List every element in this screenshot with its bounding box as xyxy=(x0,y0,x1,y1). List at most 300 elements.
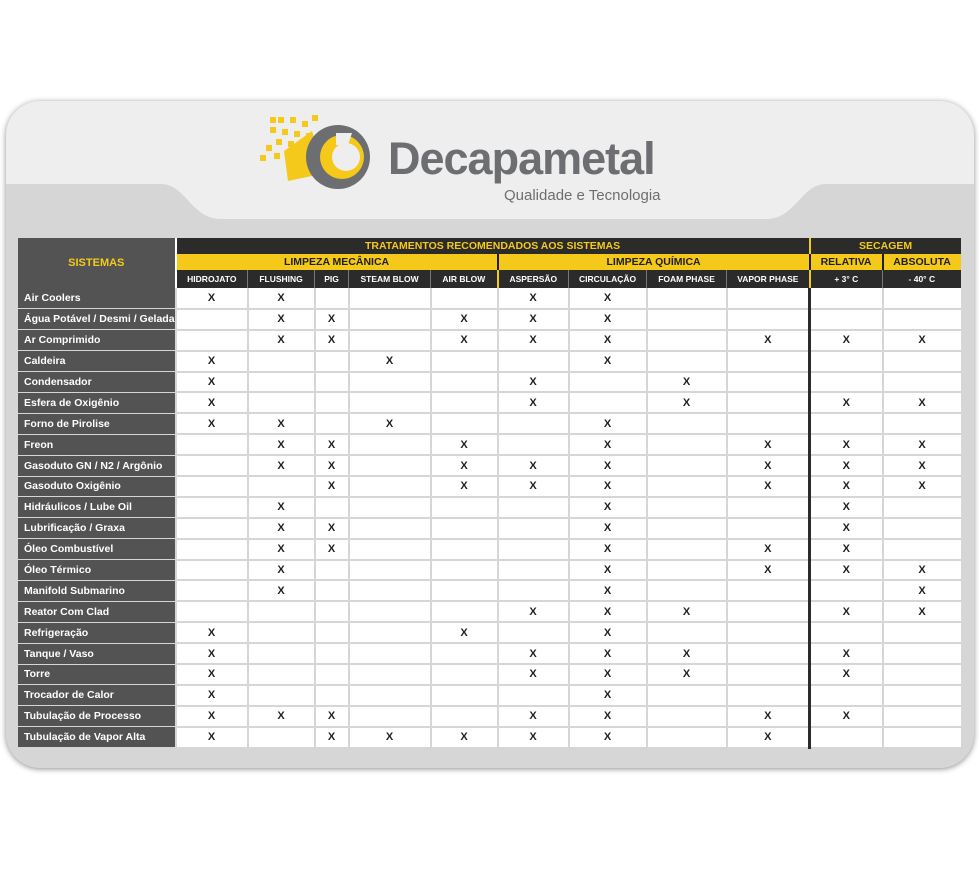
absolute-header: ABSOLUTA xyxy=(883,254,961,270)
mark-cell xyxy=(883,643,961,664)
system-name: Condensador xyxy=(18,372,176,393)
mark-cell: X xyxy=(248,539,315,560)
info-card xyxy=(6,101,974,768)
mark-cell xyxy=(810,288,883,309)
mark-cell: X xyxy=(569,706,647,727)
mark-cell: X xyxy=(810,518,883,539)
mark-cell: X xyxy=(569,351,647,372)
mark-cell xyxy=(727,643,810,664)
mark-cell xyxy=(431,392,498,413)
mark-cell xyxy=(727,518,810,539)
systems-header: SISTEMAS xyxy=(18,238,176,288)
mark-cell xyxy=(883,685,961,706)
table-row xyxy=(18,706,961,727)
mechanical-cleaning-header: LIMPEZA MECÂNICA xyxy=(176,254,498,270)
mark-cell xyxy=(569,392,647,413)
mark-cell: X xyxy=(248,518,315,539)
mark-cell xyxy=(431,664,498,685)
mark-cell xyxy=(315,622,349,643)
mark-cell: X xyxy=(569,288,647,309)
mark-cell xyxy=(349,392,431,413)
mark-cell xyxy=(647,497,727,518)
mark-cell: X xyxy=(810,455,883,476)
mark-cell xyxy=(810,580,883,601)
mark-cell: X xyxy=(569,434,647,455)
mark-cell xyxy=(810,727,883,748)
mark-cell: X xyxy=(315,727,349,748)
mark-cell xyxy=(883,288,961,309)
mark-cell xyxy=(349,664,431,685)
chemical-cleaning-header: LIMPEZA QUÍMICA xyxy=(498,254,810,270)
relative-header: RELATIVA xyxy=(810,254,883,270)
mark-cell xyxy=(647,351,727,372)
system-name: Trocador de Calor xyxy=(18,685,176,706)
mark-cell xyxy=(315,560,349,581)
mark-cell: X xyxy=(431,727,498,748)
column-header: AIR BLOW xyxy=(431,270,498,288)
mark-cell xyxy=(498,497,569,518)
mark-cell xyxy=(431,351,498,372)
system-name: Gasoduto GN / N2 / Argônio xyxy=(18,455,176,476)
mark-cell xyxy=(810,413,883,434)
drying-group-header: SECAGEM xyxy=(810,238,961,254)
mark-cell: X xyxy=(727,727,810,748)
system-name: Tubulação de Processo xyxy=(18,706,176,727)
mark-cell xyxy=(883,622,961,643)
mark-cell: X xyxy=(498,392,569,413)
mark-cell: X xyxy=(569,455,647,476)
mark-cell: X xyxy=(315,518,349,539)
mark-cell xyxy=(647,539,727,560)
mark-cell: X xyxy=(176,288,248,309)
mark-cell xyxy=(727,601,810,622)
mark-cell: X xyxy=(883,330,961,351)
mark-cell xyxy=(349,434,431,455)
mark-cell: X xyxy=(810,560,883,581)
mark-cell xyxy=(810,685,883,706)
mark-cell: X xyxy=(431,434,498,455)
treatments-table xyxy=(18,238,961,749)
mark-cell: X xyxy=(647,392,727,413)
system-name: Refrigeração xyxy=(18,622,176,643)
mark-cell: X xyxy=(498,476,569,497)
mark-cell: X xyxy=(248,413,315,434)
table-row xyxy=(18,727,961,748)
mark-cell: X xyxy=(810,476,883,497)
table-row xyxy=(18,518,961,539)
treatments-group-header: TRATAMENTOS RECOMENDADOS AOS SISTEMAS xyxy=(176,238,810,254)
table-row xyxy=(18,622,961,643)
mark-cell: X xyxy=(176,643,248,664)
mark-cell xyxy=(349,497,431,518)
mark-cell xyxy=(883,539,961,560)
table-row xyxy=(18,560,961,581)
mark-cell xyxy=(647,330,727,351)
mark-cell xyxy=(810,372,883,393)
mark-cell xyxy=(315,643,349,664)
mark-cell: X xyxy=(727,330,810,351)
mark-cell xyxy=(647,455,727,476)
mark-cell: X xyxy=(727,434,810,455)
mark-cell: X xyxy=(647,643,727,664)
mark-cell xyxy=(248,476,315,497)
mark-cell xyxy=(248,685,315,706)
mark-cell: X xyxy=(498,727,569,748)
mark-cell: X xyxy=(248,497,315,518)
mark-cell: X xyxy=(727,706,810,727)
mark-cell xyxy=(498,413,569,434)
mark-cell: X xyxy=(431,476,498,497)
table-row xyxy=(18,664,961,685)
mark-cell: X xyxy=(569,580,647,601)
mark-cell: X xyxy=(315,539,349,560)
mark-cell xyxy=(431,288,498,309)
mark-cell xyxy=(810,309,883,330)
column-header: CIRCULAÇÃO xyxy=(569,270,647,288)
mark-cell xyxy=(315,351,349,372)
table-row xyxy=(18,685,961,706)
mark-cell xyxy=(883,309,961,330)
mark-cell xyxy=(248,622,315,643)
mark-cell xyxy=(248,601,315,622)
mark-cell: X xyxy=(315,434,349,455)
mark-cell: X xyxy=(883,601,961,622)
mark-cell: X xyxy=(248,706,315,727)
mark-cell: X xyxy=(810,497,883,518)
mark-cell: X xyxy=(498,601,569,622)
mark-cell xyxy=(349,622,431,643)
mark-cell: X xyxy=(431,622,498,643)
mark-cell xyxy=(883,518,961,539)
mark-cell xyxy=(498,560,569,581)
table-row xyxy=(18,539,961,560)
mark-cell: X xyxy=(569,664,647,685)
mark-cell: X xyxy=(569,413,647,434)
table-row xyxy=(18,413,961,434)
mark-cell xyxy=(431,643,498,664)
column-header: VAPOR PHASE xyxy=(727,270,810,288)
system-name: Air Coolers xyxy=(18,288,176,309)
mark-cell: X xyxy=(498,309,569,330)
system-name: Tanque / Vaso xyxy=(18,643,176,664)
mark-cell xyxy=(647,560,727,581)
mark-cell xyxy=(727,622,810,643)
mark-cell: X xyxy=(498,372,569,393)
mark-cell: X xyxy=(248,288,315,309)
mark-cell xyxy=(349,309,431,330)
mark-cell xyxy=(647,309,727,330)
mark-cell xyxy=(810,351,883,372)
table-row xyxy=(18,392,961,413)
mark-cell: X xyxy=(810,601,883,622)
mark-cell xyxy=(810,622,883,643)
column-header: HIDROJATO xyxy=(176,270,248,288)
mark-cell xyxy=(431,685,498,706)
mark-cell: X xyxy=(883,560,961,581)
mark-cell: X xyxy=(727,476,810,497)
mark-cell xyxy=(647,476,727,497)
brand-name: Decapametal xyxy=(388,133,655,184)
mark-cell: X xyxy=(176,392,248,413)
mark-cell xyxy=(727,309,810,330)
table-row xyxy=(18,497,961,518)
mark-cell: X xyxy=(810,706,883,727)
mark-cell xyxy=(349,601,431,622)
mark-cell: X xyxy=(431,309,498,330)
mark-cell: X xyxy=(176,372,248,393)
mark-cell xyxy=(248,643,315,664)
mark-cell: X xyxy=(315,309,349,330)
table-row xyxy=(18,330,961,351)
mark-cell: X xyxy=(727,455,810,476)
mark-cell xyxy=(498,580,569,601)
mark-cell xyxy=(647,685,727,706)
mark-cell: X xyxy=(883,392,961,413)
mark-cell xyxy=(647,434,727,455)
column-header: PIG xyxy=(315,270,349,288)
mark-cell: X xyxy=(569,685,647,706)
mark-cell: X xyxy=(248,580,315,601)
mark-cell: X xyxy=(349,351,431,372)
mark-cell xyxy=(315,664,349,685)
mark-cell xyxy=(727,664,810,685)
column-header: FLUSHING xyxy=(248,270,315,288)
mark-cell xyxy=(349,476,431,497)
mark-cell: X xyxy=(810,643,883,664)
mark-cell xyxy=(176,580,248,601)
mark-cell: X xyxy=(569,727,647,748)
mark-cell: X xyxy=(810,539,883,560)
mark-cell xyxy=(431,497,498,518)
system-name: Ar Comprimido xyxy=(18,330,176,351)
mark-cell: X xyxy=(248,330,315,351)
mark-cell: X xyxy=(176,664,248,685)
mark-cell xyxy=(883,413,961,434)
mark-cell xyxy=(176,601,248,622)
mark-cell: X xyxy=(248,309,315,330)
mark-cell: X xyxy=(176,706,248,727)
mark-cell xyxy=(498,434,569,455)
mark-cell xyxy=(883,372,961,393)
column-header: STEAM BLOW xyxy=(349,270,431,288)
mark-cell: X xyxy=(883,455,961,476)
mark-cell xyxy=(315,413,349,434)
mark-cell xyxy=(727,351,810,372)
mark-cell: X xyxy=(810,392,883,413)
table-row xyxy=(18,455,961,476)
system-name: Caldeira xyxy=(18,351,176,372)
column-header: - 40° C xyxy=(883,270,961,288)
mark-cell xyxy=(176,330,248,351)
system-name: Manifold Submarino xyxy=(18,580,176,601)
mark-cell xyxy=(176,539,248,560)
mark-cell xyxy=(647,706,727,727)
mark-cell: X xyxy=(315,706,349,727)
mark-cell: X xyxy=(176,413,248,434)
mark-cell: X xyxy=(248,434,315,455)
mark-cell xyxy=(883,351,961,372)
mark-cell xyxy=(176,309,248,330)
mark-cell xyxy=(498,539,569,560)
table-row xyxy=(18,643,961,664)
mark-cell: X xyxy=(569,560,647,581)
mark-cell: X xyxy=(315,476,349,497)
mark-cell xyxy=(727,372,810,393)
system-name: Óleo Térmico xyxy=(18,560,176,581)
mark-cell xyxy=(315,288,349,309)
mark-cell: X xyxy=(248,455,315,476)
mark-cell xyxy=(727,685,810,706)
mark-cell: X xyxy=(569,476,647,497)
table-row xyxy=(18,580,961,601)
mark-cell xyxy=(349,372,431,393)
mark-cell: X xyxy=(883,580,961,601)
mark-cell xyxy=(883,497,961,518)
mark-cell xyxy=(498,685,569,706)
mark-cell: X xyxy=(569,643,647,664)
mark-cell xyxy=(349,330,431,351)
column-header: FOAM PHASE xyxy=(647,270,727,288)
mark-cell xyxy=(349,288,431,309)
mark-cell xyxy=(431,539,498,560)
mark-cell xyxy=(569,372,647,393)
mark-cell: X xyxy=(176,685,248,706)
table-row xyxy=(18,372,961,393)
mark-cell: X xyxy=(431,455,498,476)
mark-cell xyxy=(349,580,431,601)
mark-cell xyxy=(647,518,727,539)
mark-cell xyxy=(176,497,248,518)
mark-cell: X xyxy=(498,455,569,476)
mark-cell xyxy=(349,455,431,476)
table-row xyxy=(18,288,961,309)
system-name: Hidráulicos / Lube Oil xyxy=(18,497,176,518)
table-row xyxy=(18,434,961,455)
mark-cell xyxy=(431,560,498,581)
mark-cell: X xyxy=(569,601,647,622)
mark-cell xyxy=(431,518,498,539)
mark-cell: X xyxy=(176,351,248,372)
system-name: Gasoduto Oxigênio xyxy=(18,476,176,497)
mark-cell xyxy=(349,539,431,560)
mark-cell xyxy=(498,518,569,539)
mark-cell: X xyxy=(315,455,349,476)
mark-cell xyxy=(431,580,498,601)
mark-cell: X xyxy=(810,664,883,685)
mark-cell xyxy=(727,497,810,518)
mark-cell: X xyxy=(569,539,647,560)
mark-cell: X xyxy=(248,560,315,581)
mark-cell xyxy=(727,413,810,434)
logo-mark-icon xyxy=(256,111,386,206)
mark-cell xyxy=(431,706,498,727)
mark-cell: X xyxy=(498,330,569,351)
mark-cell xyxy=(647,288,727,309)
mark-cell xyxy=(248,727,315,748)
mark-cell: X xyxy=(569,497,647,518)
system-name: Óleo Combustível xyxy=(18,539,176,560)
mark-cell xyxy=(647,727,727,748)
mark-cell: X xyxy=(498,664,569,685)
mark-cell xyxy=(349,685,431,706)
mark-cell: X xyxy=(647,601,727,622)
mark-cell xyxy=(315,392,349,413)
mark-cell: X xyxy=(498,706,569,727)
mark-cell xyxy=(315,497,349,518)
mark-cell xyxy=(431,601,498,622)
mark-cell: X xyxy=(569,309,647,330)
mark-cell xyxy=(647,413,727,434)
mark-cell xyxy=(349,518,431,539)
mark-cell: X xyxy=(647,664,727,685)
mark-cell xyxy=(315,685,349,706)
system-name: Água Potável / Desmi / Gelada xyxy=(18,309,176,330)
mark-cell: X xyxy=(810,330,883,351)
mark-cell xyxy=(248,392,315,413)
company-logo xyxy=(256,111,676,206)
table-row xyxy=(18,476,961,497)
mark-cell: X xyxy=(349,727,431,748)
mark-cell: X xyxy=(176,727,248,748)
column-header: + 3° C xyxy=(810,270,883,288)
mark-cell xyxy=(315,372,349,393)
mark-cell xyxy=(883,664,961,685)
mark-cell: X xyxy=(569,622,647,643)
mark-cell xyxy=(431,413,498,434)
system-name: Freon xyxy=(18,434,176,455)
mark-cell: X xyxy=(727,539,810,560)
mark-cell: X xyxy=(176,622,248,643)
system-name: Tubulação de Vapor Alta xyxy=(18,727,176,748)
mark-cell xyxy=(498,622,569,643)
system-name: Forno de Pirolise xyxy=(18,413,176,434)
mark-cell: X xyxy=(431,330,498,351)
mark-cell xyxy=(176,455,248,476)
mark-cell: X xyxy=(498,643,569,664)
mark-cell: X xyxy=(569,330,647,351)
mark-cell xyxy=(248,372,315,393)
brand-tagline: Qualidade e Tecnologia xyxy=(504,187,661,204)
mark-cell xyxy=(176,434,248,455)
mark-cell xyxy=(498,351,569,372)
mark-cell xyxy=(431,372,498,393)
mark-cell xyxy=(727,392,810,413)
mark-cell xyxy=(647,622,727,643)
mark-cell xyxy=(883,706,961,727)
mark-cell: X xyxy=(498,288,569,309)
mark-cell xyxy=(315,601,349,622)
mark-cell xyxy=(647,580,727,601)
mark-cell: X xyxy=(315,330,349,351)
mark-cell xyxy=(176,476,248,497)
system-name: Reator Com Clad xyxy=(18,601,176,622)
mark-cell: X xyxy=(727,560,810,581)
mark-cell xyxy=(176,560,248,581)
mark-cell: X xyxy=(883,476,961,497)
mark-cell xyxy=(248,351,315,372)
mark-cell xyxy=(349,643,431,664)
mark-cell xyxy=(883,727,961,748)
mark-cell: X xyxy=(647,372,727,393)
mark-cell: X xyxy=(349,413,431,434)
mark-cell xyxy=(349,706,431,727)
mark-cell: X xyxy=(569,518,647,539)
table-row xyxy=(18,601,961,622)
mark-cell xyxy=(248,664,315,685)
system-name: Esfera de Oxigênio xyxy=(18,392,176,413)
table-row xyxy=(18,351,961,372)
mark-cell xyxy=(349,560,431,581)
